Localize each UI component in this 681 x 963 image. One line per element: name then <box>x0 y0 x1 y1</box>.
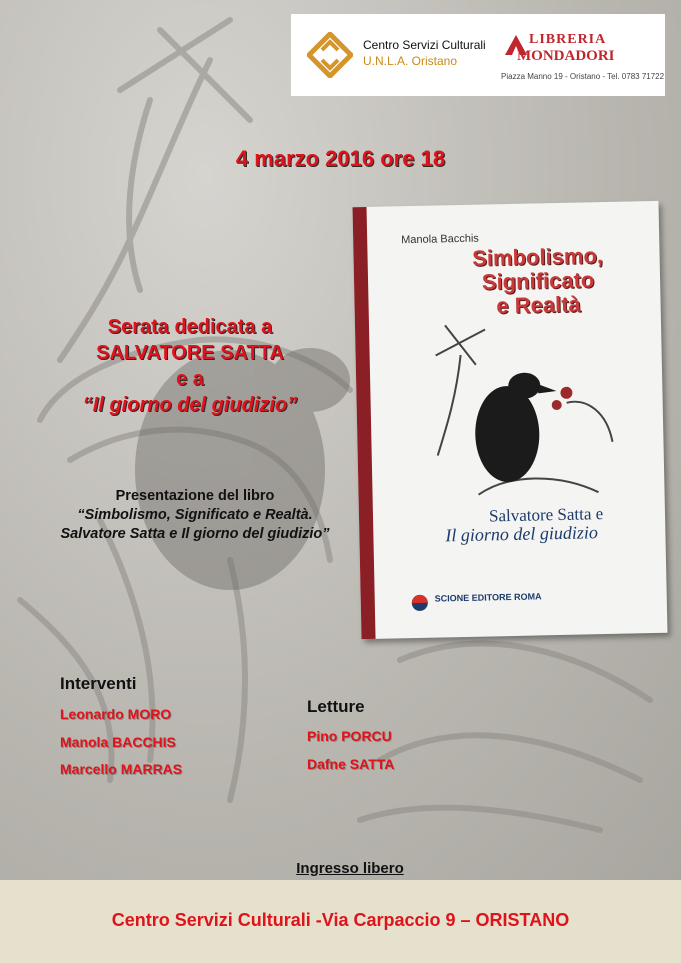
book-author: Manola Bacchis <box>401 232 479 247</box>
publisher-logo-icon <box>411 594 429 612</box>
dedication-line-3: e a <box>176 368 204 390</box>
book-publisher: SCIONE EDITORE ROMA <box>434 591 542 604</box>
presentation-label: Presentazione del libro <box>115 488 275 504</box>
book-title-line-3: e Realtà <box>496 291 582 319</box>
mondadori-label: MONDADORI <box>517 48 615 64</box>
book-cover-illustration <box>415 312 629 506</box>
dedication-line-2: SALVATORE SATTA <box>96 342 284 364</box>
book-title-line-1: Simbolismo, <box>471 243 604 271</box>
sponsor-logos <box>291 14 665 96</box>
letture-heading: Letture <box>307 697 365 716</box>
dedication-line-4: “Il giorno del giudizio” <box>82 394 298 416</box>
presentation-title-line-2: Salvatore Satta e Il giorno del giudizio” <box>60 526 330 542</box>
book-subtitle-line-2: Il giorno del giudizio <box>445 522 599 546</box>
centro-servizi-logo-icon <box>307 32 353 78</box>
book-title <box>437 243 638 319</box>
centro-servizi-subname: U.N.L.A. Oristano <box>363 54 458 68</box>
reader-name: Pino PORCU <box>307 728 392 744</box>
reader-name: Dafne SATTA <box>307 756 395 772</box>
interventi-heading: Interventi <box>60 674 137 693</box>
speaker-name: Manola BACCHIS <box>60 734 176 750</box>
footer-band <box>0 880 681 963</box>
libreria-address: Piazza Manno 19 - Oristano - Tel. 0783 71722 <box>501 72 665 81</box>
book-subtitle-line-1: Salvatore Satta e <box>488 504 604 526</box>
dedication-line-1: Serata dedicata a <box>107 316 273 338</box>
presentation-title-line-1: “Simbolismo, Significato e Realtà. <box>77 507 313 523</box>
venue-address: Centro Servizi Culturali -Via Carpaccio 9 – ORISTANO <box>111 910 570 930</box>
free-entry-note: Ingresso libero <box>296 860 404 877</box>
libreria-label: LIBRERIA <box>529 32 607 47</box>
centro-servizi-name: Centro Servizi Culturali <box>363 38 486 52</box>
event-date: 4 marzo 2016 ore 18 <box>235 146 446 171</box>
book-title-line-2: Significato <box>481 267 595 295</box>
book-presentation <box>10 487 380 544</box>
event-dedication <box>20 314 360 418</box>
book-cover <box>353 201 668 639</box>
speaker-name: Leonardo MORO <box>60 706 172 722</box>
speaker-name: Marcello MARRAS <box>60 761 183 777</box>
